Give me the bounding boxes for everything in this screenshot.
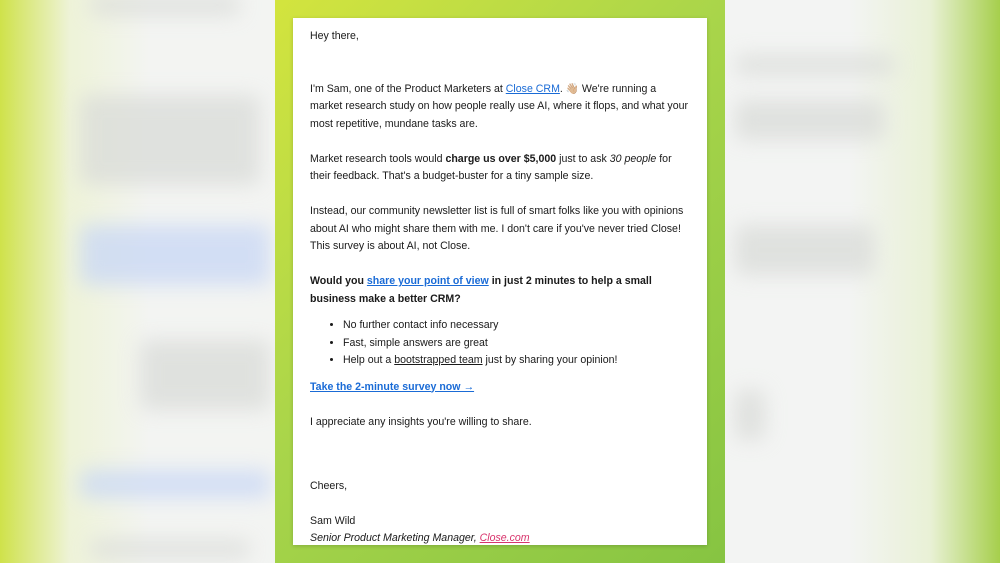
signoff-spacer <box>310 449 690 478</box>
email-preview-backdrop <box>275 0 725 563</box>
email-greeting-spacer <box>310 46 690 64</box>
email-appreciate-paragraph: I appreciate any insights you're willing to share. <box>310 415 532 428</box>
list-item: • Fast, simple answers are great <box>343 335 690 353</box>
email-signoff: Cheers, <box>310 479 348 492</box>
blurred-background-left <box>0 0 275 563</box>
email-cost-paragraph: Market research tools would charge us over $5,000 just to ask 30 people for their feedback. That's a budget-buster for a tiny sample size. <box>310 152 672 182</box>
survey-cta-paragraph <box>310 379 690 397</box>
email-intro-paragraph: I'm Sam, one of the Product Marketers at Close CRM. 👋🏼 We're running a market research study on how people really use AI, where it flops, and what your most repetitive, mundane tasks are. <box>310 82 689 130</box>
email-community-paragraph: Instead, our community newsletter list is full of smart folks like you with opinions about AI who might share them with me. I don't care if you've never tried Close! This survey is about AI, not Close. <box>310 205 684 252</box>
email-greeting: Hey there, <box>310 30 359 42</box>
signature-name: Sam Wild <box>310 514 356 527</box>
list-item: • No further contact info necessary <box>343 317 690 335</box>
close-crm-link[interactable]: Close CRM <box>505 82 560 95</box>
signature-title: Senior Product Marketing Manager, Close.com <box>310 532 530 544</box>
blurred-background-right <box>725 0 1000 563</box>
bootstrapped-team-link[interactable]: bootstrapped team <box>394 354 483 366</box>
benefits-list <box>310 317 690 370</box>
email-ask-paragraph: Would you share your point of view in just 2 minutes to help a small business make a better CRM? <box>310 275 652 305</box>
list-item: • Help out a bootstrapped team just by sharing your opinion! <box>343 352 690 370</box>
close-com-link[interactable]: Close.com <box>479 532 530 544</box>
email-body <box>293 18 707 545</box>
take-survey-link[interactable]: Take the 2-minute survey now → <box>310 380 475 393</box>
share-point-of-view-link[interactable]: share your point of view <box>366 275 489 287</box>
